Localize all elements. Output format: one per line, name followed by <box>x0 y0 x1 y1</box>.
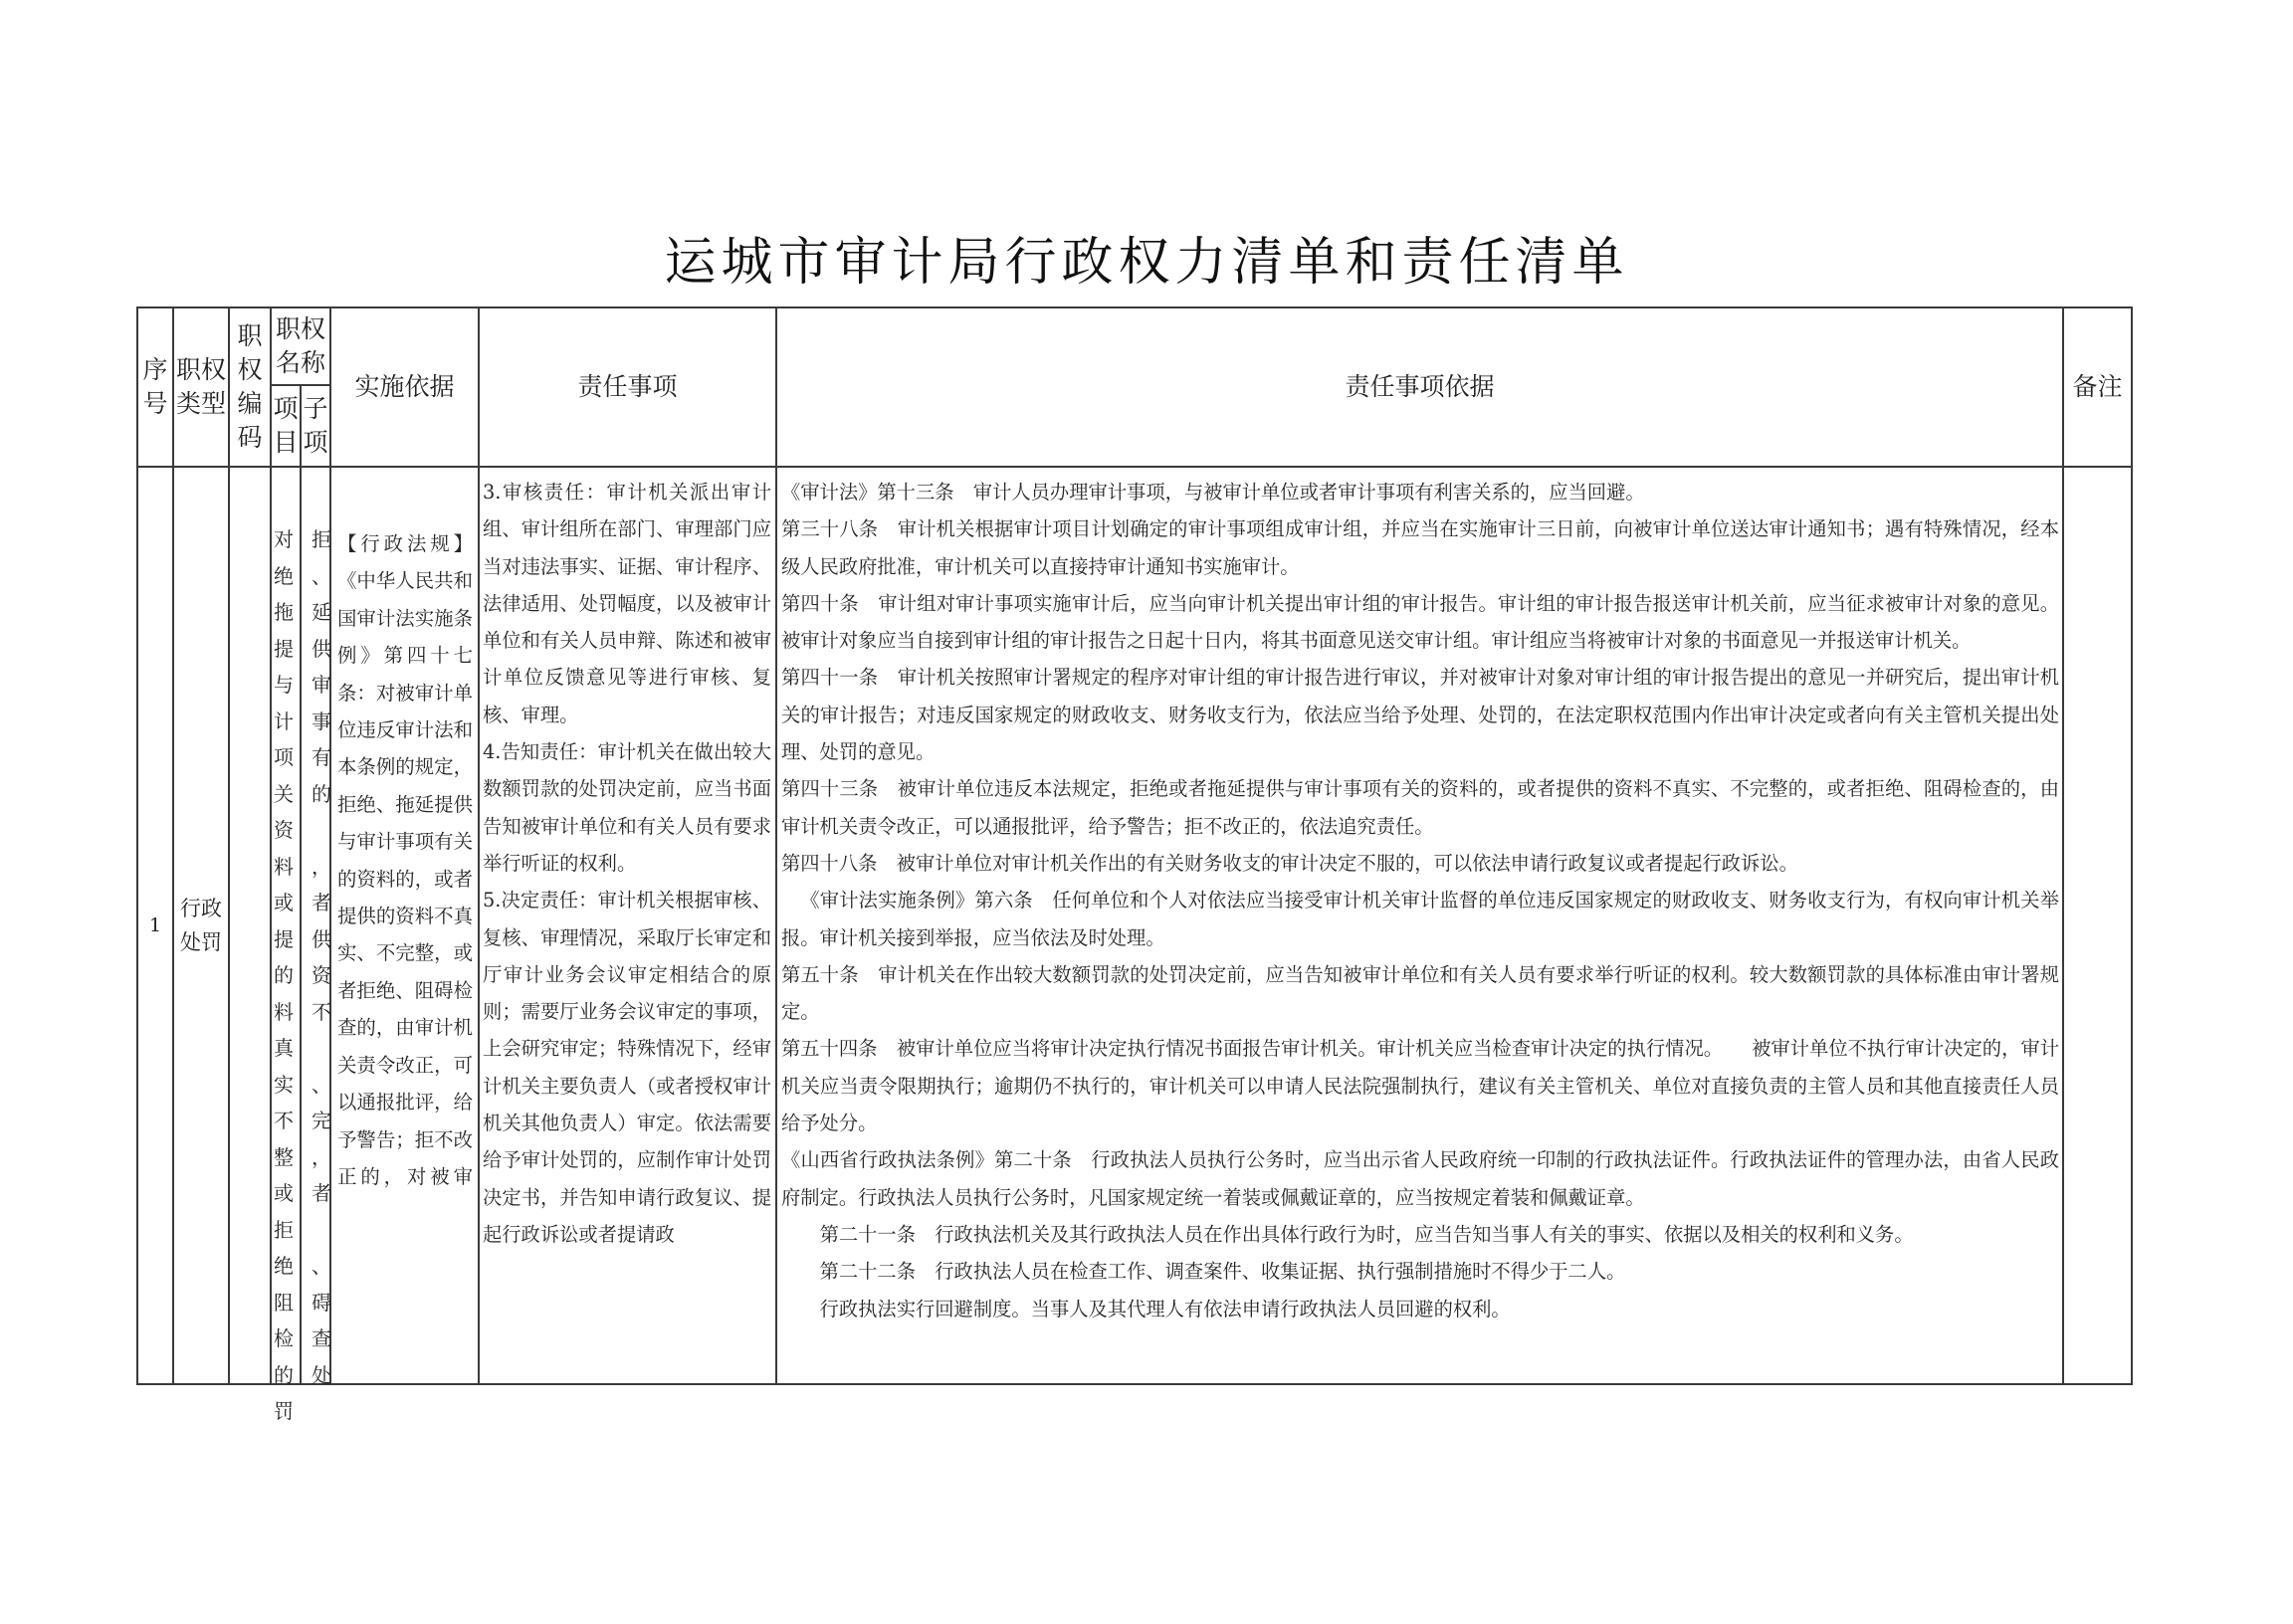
duty-review: 3.审核责任：审计机关派出审计组、审计组所在部门、审理部门应当对违法事实、证据、审计程序、法律适用、处罚幅度，以及被审计单位和有关人员申辩、陈述和被审计单位反馈意见等进行审核、复核、审理。 <box>483 481 771 726</box>
basis-para: 行政执法实行回避制度。当事人及其代理人有依法申请行政执法人员回避的权利。 <box>819 1297 1511 1320</box>
col-divider-type <box>228 306 230 1385</box>
row-duty <box>483 474 771 1381</box>
basis-para: 第三十八条 审计机关根据审计项目计划确定的审计事项组成审计组，并应当在实施审计三日前，向被审计单位送达审计通知书；遇有特殊情况，经本级人民政府批准，审计机关可以直接持审计通知书实施审计。 <box>781 517 2059 578</box>
row-item: 对拒绝、拖延提供与审计事项有关的资料，或者提供的资料不真实、不完整，或者拒绝、阻碍检查的处罚 <box>274 527 331 1423</box>
col-divider-code <box>270 306 272 1385</box>
table-bottom-border <box>136 1383 2133 1385</box>
basis-para: 第五十四条 被审计单位应当将审计决定执行情况书面报告审计机关。审计机关应当检查审计决定的执行情况。 被审计单位不执行审计决定的，审计机关应当责令限期执行；逾期仍不执行的，审计机关可以申请人民法院强制执行，建议有关主管机关、单位对直接负责的主管人员和其他直接责任人员给予处分。 <box>781 1037 2059 1135</box>
col-divider-basis <box>478 306 480 1385</box>
row-type: 行政处罚 <box>180 897 222 954</box>
basis-para: 第四十一条 审计机关按照审计署规定的程序对审计组的审计报告进行审议，并对被审计对象对审计组的审计报告提出的意见一并研究后，提出审计机关的审计报告；对违反国家规定的财政收支、财务收支行为，依法应当给予处理、处罚的，在法定职权范围内作出审计决定或者向有关主管机关提出处理、处罚的意见。 <box>781 666 2059 764</box>
header-item: 项目 <box>273 394 299 457</box>
header-type: 职权类型 <box>176 355 227 418</box>
row-basis: 【行政法规】《中华人民共和国审计法实施条例》第四十七条：对被审计单位违反审计法和本条例的规定，拒绝、拖延提供与审计事项有关的资料的，或者提供的资料不真实、不完整，或者拒绝、阻碍检查的，由审计机关责令改正，可以通报批评，给予警告；拒不改正的，对被审 <box>337 532 473 1188</box>
header-bottom-border <box>136 466 2133 468</box>
header-duty-basis: 责任事项依据 <box>1345 372 1495 401</box>
basis-para: 第四十三条 被审计单位违反本法规定，拒绝或者拖延提供与审计事项有关的资料的，或者提供的资料不真实、不完整的，或者拒绝、阻碍检查的，由审计机关责令改正，可以通报批评，给予警告；拒不改正的，依法追究责任。 <box>781 777 2059 838</box>
basis-para: 《审计法》第十三条 审计人员办理审计事项，与被审计单位或者审计事项有利害关系的，应当回避。 <box>781 481 1645 504</box>
header-basis: 实施依据 <box>354 372 455 401</box>
basis-para: 第二十一条 行政执法机关及其行政执法人员在作出具体行政行为时，应当告知当事人有关的事实、依据以及相关的权利和义务。 <box>819 1222 1914 1246</box>
duty-decide: 5.决定责任：审计机关根据审核、复核、审理情况，采取厅长审定和厅审计业务会议审定相结合的原则；需要厅业务会议审定的事项，上会研究审定；特殊情况下，经审计机关主要负责人（或者授权审计机关其他负责人）审定。依法需要给予审计处罚的，应制作审计处罚决定书，并告知申请行政复议、提起行政诉讼或者提请政 <box>483 889 771 1246</box>
basis-para: 第四十八条 被审计单位对审计机关作出的有关财务收支的审计决定不服的，可以依法申请行政复议或者提起行政诉讼。 <box>781 851 1798 875</box>
header-code-cell: 职权编码 <box>237 321 263 452</box>
row-duty-basis <box>781 474 2059 1381</box>
header-duty: 责任事项 <box>577 372 678 401</box>
page-title: 运城市审计局行政权力清单和责任清单 <box>664 233 1629 293</box>
row-seq: 1 <box>148 914 162 936</box>
header-seq: 序号 <box>142 355 168 418</box>
col-divider-duty <box>775 306 777 1385</box>
header-remark: 备注 <box>2072 372 2123 401</box>
duty-notify: 4.告知责任：审计机关在做出较大数额罚款的处罚决定前，应当书面告知被审计单位和有关人员有要求举行听证的权利。 <box>483 740 771 875</box>
basis-para: 第二十二条 行政执法人员在检查工作、调查案件、收集证据、执行强制措施时不得少于二人。 <box>819 1260 1626 1284</box>
table-right-border <box>2131 306 2133 1385</box>
header-subitem: 子项 <box>303 394 328 457</box>
basis-para: 《山西省行政执法条例》第二十条 行政执法人员执行公务时，应当出示省人民政府统一印制的行政执法证件。行政执法证件的管理办法，由省人民政府制定。行政执法人员执行公务时，凡国家规定统一着装或佩戴证章的，应当按规定着装和佩戴证章。 <box>781 1148 2059 1209</box>
header-name: 职权名称 <box>275 314 325 377</box>
basis-para: 第四十条 审计组对审计事项实施审计后，应当向审计机关提出审计组的审计报告。审计组的审计报告报送审计机关前，应当征求被审计对象的意见。被审计对象应当自接到审计组的审计报告之日起十日内，将其书面意见送交审计组。审计组应当将被审计对象的书面意见一并报送审计机关。 <box>781 591 2059 653</box>
basis-para: 第五十条 审计机关在作出较大数额罚款的处罚决定前，应当告知被审计单位和有关人员有要求举行听证的权利。较大数额罚款的具体标准由审计署规定。 <box>781 962 2059 1024</box>
basis-para: 《审计法实施条例》第六条 任何单位和个人对依法应当接受审计机关审计监督的单位违反国家规定的财政收支、财务收支行为，有权向审计机关举报。审计机关接到举报，应当依法及时处理。 <box>781 889 2059 949</box>
col-divider-duty-basis <box>2062 306 2064 1385</box>
